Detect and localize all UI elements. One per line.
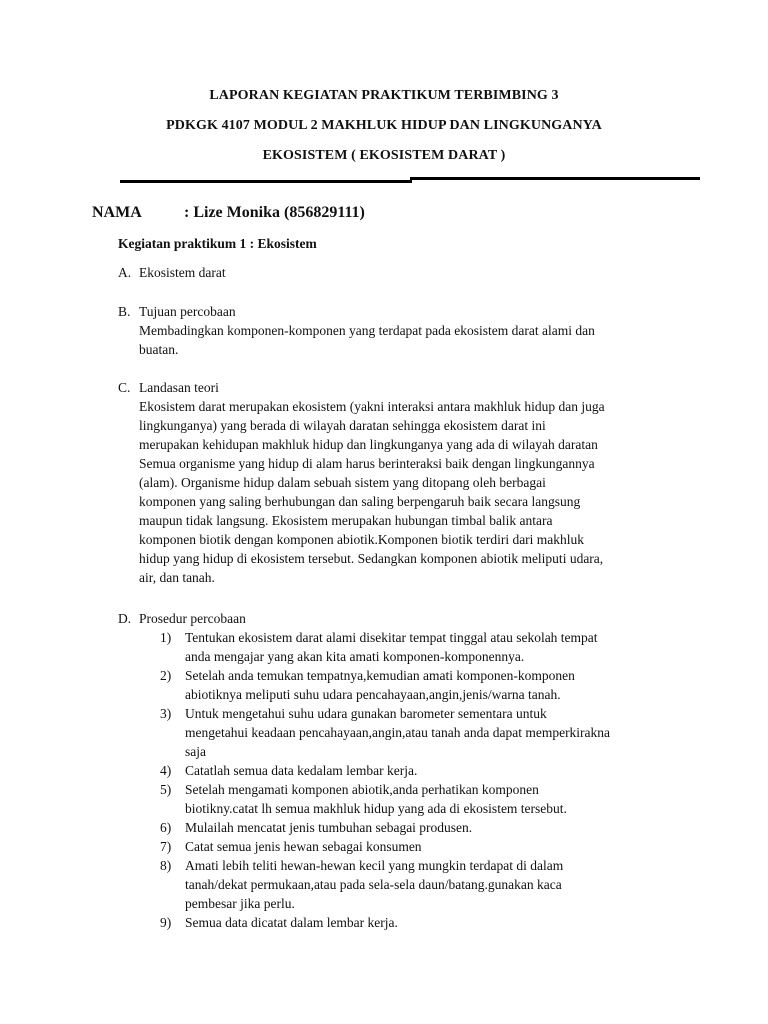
section-a-letter: A. [118,265,132,280]
step-number: 4) [160,763,172,778]
step-line: Semua data dicatat dalam lembar kerja. [185,915,398,930]
paragraph-line: merupakan kehidupan makhluk hidup dan lingkunganya yang ada di wilayah daratan [139,437,598,452]
paragraph-line: buatan. [139,342,179,357]
step-line: tanah/dekat permukaan,atau pada sela-sela daun/batang.gunakan kaca [185,877,562,892]
step-line: Amati lebih teliti hewan-hewan kecil yang mungkin terdapat di dalam [185,858,564,873]
section-d-letter: D. [118,611,132,626]
topic-title: EKOSISTEM ( EKOSISTEM DARAT ) [262,148,506,163]
step-line: Tentukan ekosistem darat alami disekitar tempat tinggal atau sekolah tempat [185,630,598,645]
step-number: 7) [160,839,172,854]
activity-heading: Kegiatan praktikum 1 : Ekosistem [118,236,317,251]
step-line: Catat semua jenis hewan sebagai konsumen [185,839,422,854]
step-line: Mulailah mencatat jenis tumbuhan sebagai produsen. [185,820,473,835]
report-title: LAPORAN KEGIATAN PRAKTIKUM TERBIMBING 3 [209,88,559,103]
section-c-body [139,397,679,587]
step-line: biotikny.catat lh semua makhluk hidup yang ada di ekosistem tersebut. [185,801,567,816]
step-number: 1) [160,630,172,645]
step-line: saja [185,744,206,759]
step-line: pembesar jika perlu. [185,896,295,911]
name-value: : Lize Monika (856829111) [184,204,365,221]
list-item [139,704,679,761]
step-line: anda mengajar yang akan kita amati komponen-komponennya. [185,649,525,664]
section-d-title: Prosedur percobaan [139,611,246,626]
step-number: 6) [160,820,172,835]
step-line: Setelah anda temukan tempatnya,kemudian amati komponen-komponen [185,668,575,683]
list-item [139,837,679,856]
step-line: Untuk mengetahui suhu udara gunakan barometer sementara untuk [185,706,547,721]
paragraph-line: lingkunganya) yang berada di wilayah daratan sehingga ekosistem darat ini [139,418,546,433]
paragraph-line: air, dan tanah. [139,570,215,585]
section-b-letter: B. [118,304,131,319]
paragraph-line: hidup yang hidup di ekosistem tersebut. Sedangkan komponen abiotik meliputi udara, [139,551,604,566]
header-rule-left [120,180,412,183]
paragraph-line: komponen yang saling berhubungan dan saling berpengaruh baik secara langsung [139,494,581,509]
step-line: Setelah mengamati komponen abiotik,anda perhatikan komponen [185,782,539,797]
section-b-body [139,321,679,359]
list-item [139,913,679,932]
paragraph-line: Ekosistem darat merupakan ekosistem (yakni interaksi antara makhluk hidup dan juga [139,399,605,414]
list-item [139,856,679,913]
step-line: mengetahui keadaan pencahayaan,angin,atau tanah anda dapat memperkirakna [185,725,611,740]
list-item [139,666,679,704]
section-a-title: Ekosistem darat [139,265,226,280]
module-title: PDKGK 4107 MODUL 2 MAKHLUK HIDUP DAN LINGKUNGANYA [166,118,602,133]
section-b-title: Tujuan percobaan [139,304,236,319]
step-number: 9) [160,915,172,930]
step-number: 2) [160,668,172,683]
paragraph-line: Membadingkan komponen-komponen yang terdapat pada ekosistem darat alami dan [139,323,595,338]
paragraph-line: Semua organisme yang hidup di alam harus berinteraksi baik dengan lingkungannya [139,456,595,471]
step-line: Catatlah semua data kedalam lembar kerja. [185,763,418,778]
step-line: abiotiknya meliputi suhu udara pencahayaan,angin,jenis/warna tanah. [185,687,561,702]
step-number: 8) [160,858,172,873]
name-label: NAMA [92,204,142,221]
list-item [139,761,679,780]
step-number: 5) [160,782,172,797]
paragraph-line: komponen biotik dengan komponen abiotik.Komponen biotik terdiri dari makhluk [139,532,585,547]
list-item [139,818,679,837]
list-item [139,628,679,666]
header-rule-right [410,177,700,180]
section-c-letter: C. [118,380,131,395]
list-item [139,780,679,818]
paragraph-line: (alam). Organisme hidup dalam sebuah sistem yang ditopang oleh berbagai [139,475,546,490]
paragraph-line: maupun tidak langsung. Ekosistem merupakan hubungan timbal balik antara [139,513,553,528]
student-name-line [92,204,365,222]
procedure-list [139,628,679,932]
section-c-title: Landasan teori [139,380,219,395]
step-number: 3) [160,706,172,721]
